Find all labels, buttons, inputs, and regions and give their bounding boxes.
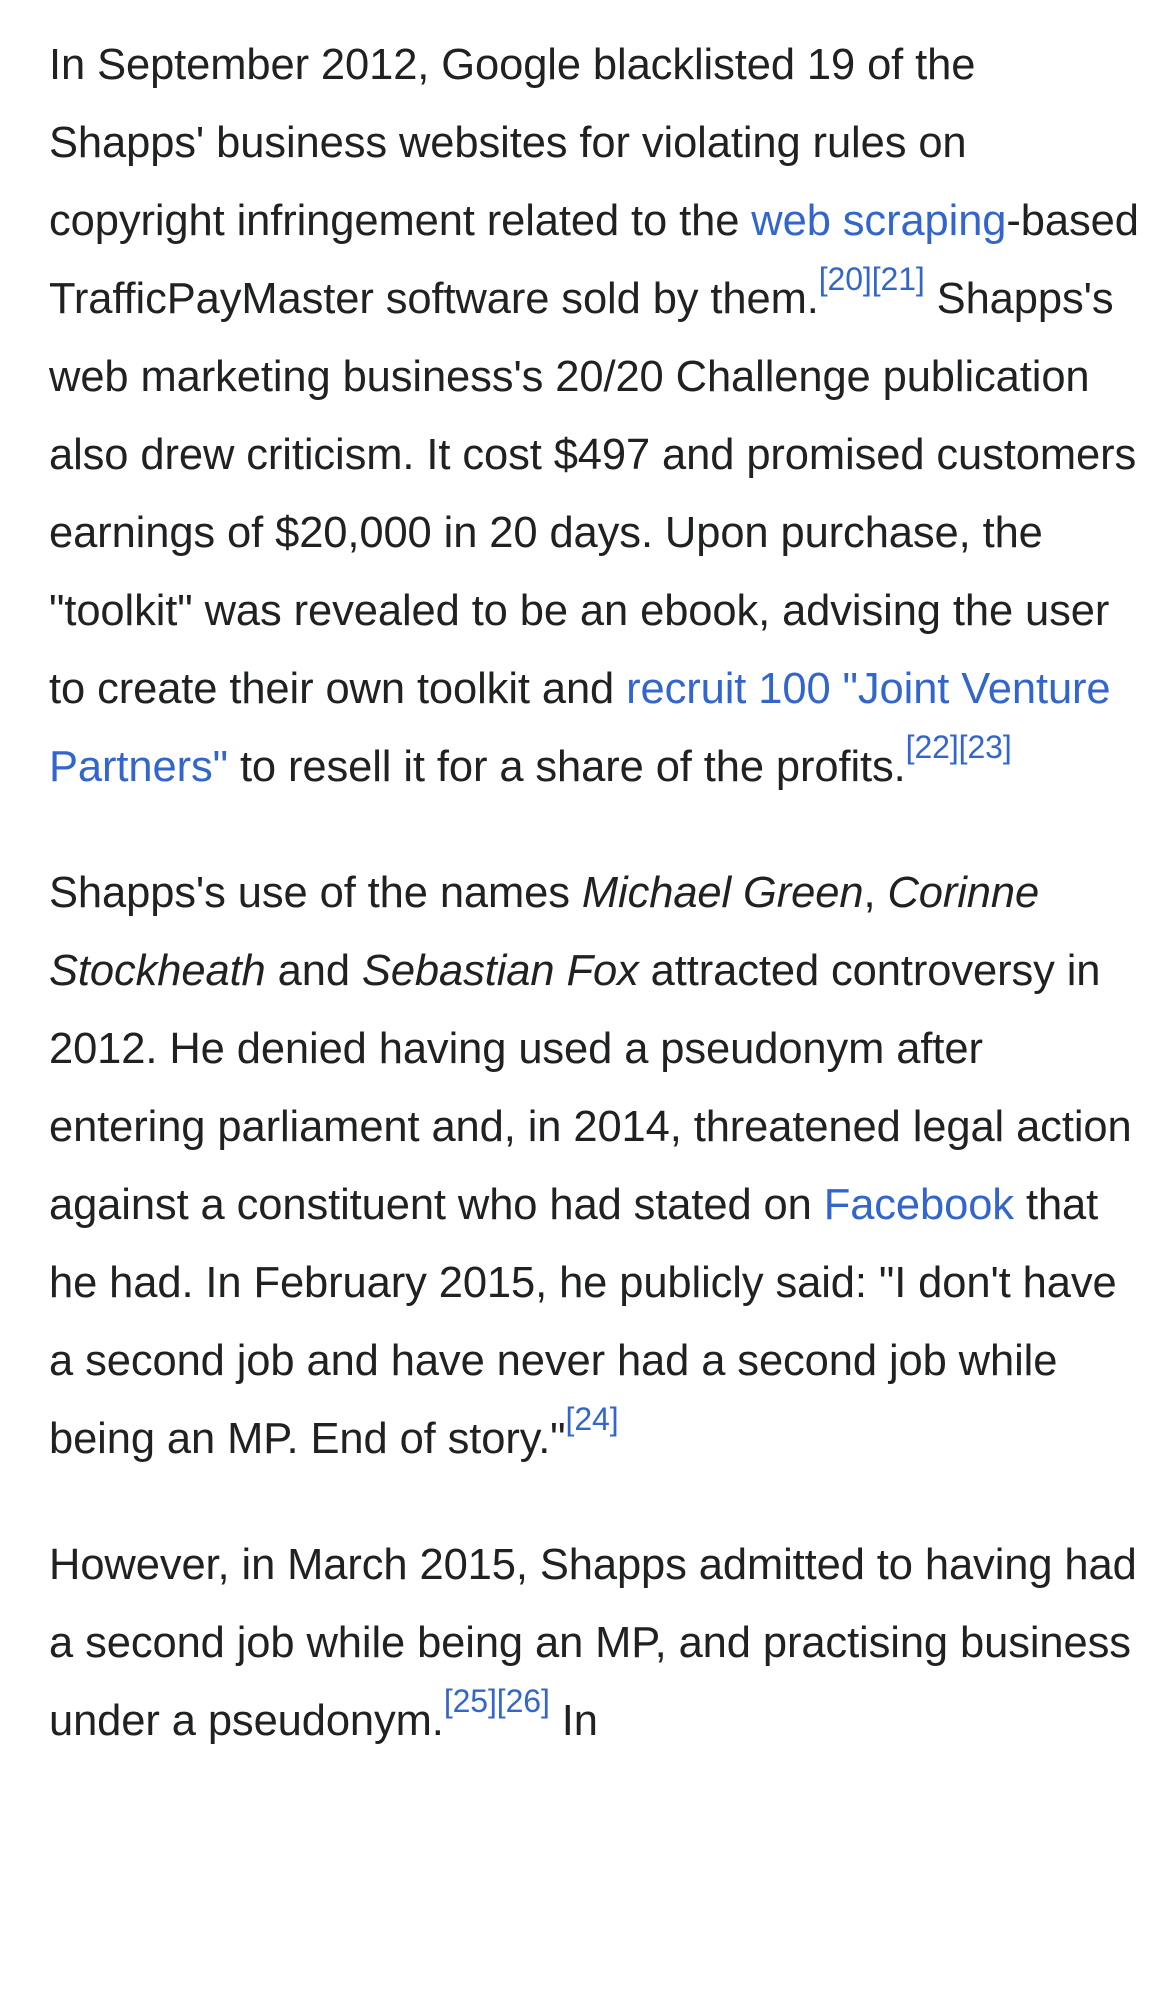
- citation-21[interactable]: [872, 261, 925, 297]
- citation-link[interactable]: [26]: [496, 1682, 550, 1719]
- citation-25[interactable]: [444, 1683, 497, 1719]
- paragraph-text: ,: [863, 869, 888, 917]
- paragraph-google-blacklist: [49, 26, 1139, 806]
- citation-24[interactable]: [566, 1401, 619, 1437]
- link-recruit-jv-partners[interactable]: recruit 100 "Joint Venture Partners": [49, 665, 1111, 791]
- citation-link[interactable]: [20]: [818, 260, 872, 297]
- link-facebook[interactable]: Facebook: [823, 1181, 1014, 1229]
- paragraph-text: However, in March 2015, Shapps admitted to having had a second job while being an MP, and practising business under a pseudonym.: [49, 1541, 1137, 1745]
- paragraph-text: and: [265, 947, 362, 995]
- citation-20[interactable]: [819, 261, 872, 297]
- pseudonym-sebastian-fox: Sebastian Fox: [361, 947, 639, 995]
- pseudonym-michael-green: Michael Green: [581, 869, 864, 917]
- citation-link[interactable]: [21]: [871, 260, 925, 297]
- link-web-scraping[interactable]: web scraping: [751, 197, 1007, 245]
- citation-26[interactable]: [497, 1683, 550, 1719]
- citation-23[interactable]: [959, 729, 1012, 765]
- paragraph-admission: [49, 1526, 1139, 1760]
- paragraph-text: -based TrafficPayMaster software sold by them.: [49, 197, 1139, 323]
- citation-link[interactable]: [22]: [905, 728, 959, 765]
- paragraph-text: to resell it for a share of the profits.: [227, 743, 906, 791]
- citation-22[interactable]: [906, 729, 959, 765]
- paragraph-text: that he had. In February 2015, he publicly said: "I don't have a second job and have never had a second job while being an MP. End of story.": [49, 1181, 1117, 1463]
- paragraph-pseudonyms: [49, 854, 1139, 1478]
- article-body: [49, 26, 1139, 1808]
- citation-link[interactable]: [23]: [958, 728, 1012, 765]
- citation-link[interactable]: [24]: [565, 1400, 619, 1437]
- pseudonym-corinne-stockheath: Corinne Stockheath: [49, 869, 1040, 995]
- paragraph-text: attracted controversy in 2012. He denied having used a pseudonym after entering parliament and, in 2014, threatened legal action against a constituent who had stated on: [49, 947, 1132, 1229]
- paragraph-text: In: [549, 1697, 598, 1745]
- citation-link[interactable]: [25]: [443, 1682, 497, 1719]
- paragraph-text: In September 2012, Google blacklisted 19 of the Shapps' business websites for violating rules on copyright infringement related to the: [49, 41, 976, 245]
- paragraph-text: Shapps's web marketing business's 20/20 Challenge publication also drew criticism. It cost $497 and promised customers earnings of $20,000 in 20 days. Upon purchase, the "toolkit" was revealed to be an ebook, advising the user to create their own toolkit and: [49, 275, 1137, 713]
- paragraph-text: Shapps's use of the names: [49, 869, 582, 917]
